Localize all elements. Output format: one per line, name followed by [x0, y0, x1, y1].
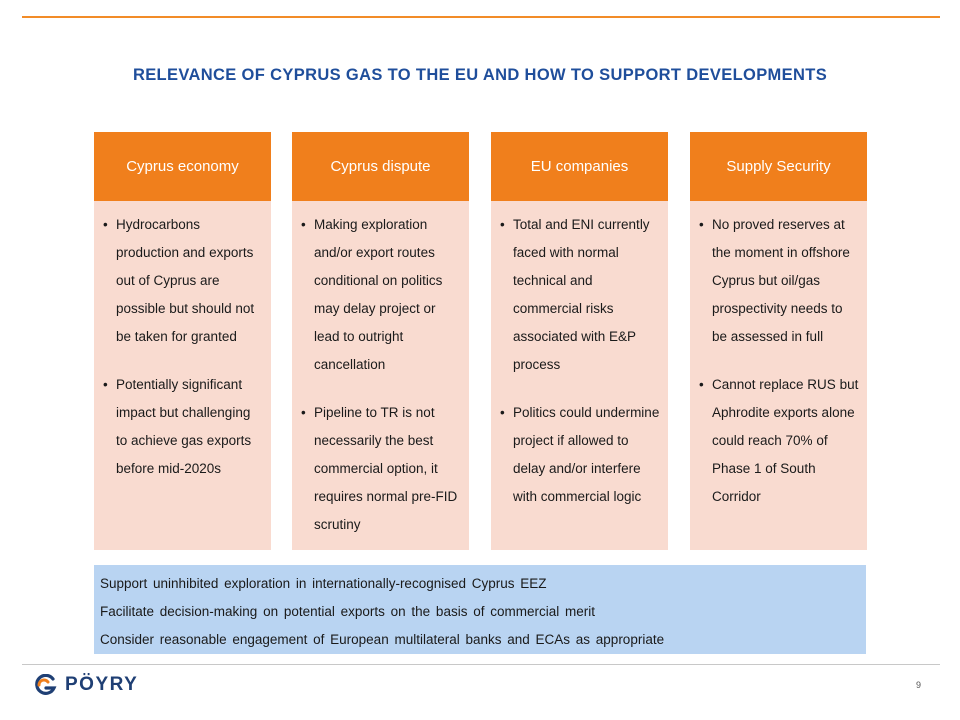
- bullet-item: [292, 211, 469, 379]
- support-line: Support uninhibited exploration in internationally-recognised Cyprus EEZ: [100, 576, 547, 591]
- bullet-item: [94, 211, 271, 351]
- column-cyprus-dispute: [292, 132, 469, 550]
- bullet-text: Cannot replace RUS but Aphrodite exports alone could reach 70% of Phase 1 of South Corridor: [712, 377, 859, 504]
- bullet-dot: •: [699, 217, 704, 232]
- top-divider: [22, 16, 940, 18]
- bullet-item: [491, 211, 668, 379]
- column-body: [292, 201, 469, 550]
- bullet-item: [94, 371, 271, 483]
- logo-text: PÖYRY: [65, 674, 139, 695]
- bullet-item: [491, 399, 668, 511]
- bullet-dot: •: [500, 217, 505, 232]
- bullet-text: Total and ENI currently faced with normal technical and commercial risks associated with E&P process: [513, 217, 650, 372]
- bullet-dot: •: [301, 217, 306, 232]
- bullet-text: Hydrocarbons production and exports out of Cyprus are possible but should not be taken for granted: [116, 217, 255, 344]
- support-box: [94, 565, 866, 654]
- poyry-logo: [33, 674, 138, 696]
- support-line: Facilitate decision-making on potential exports on the basis of commercial merit: [100, 604, 595, 619]
- bullet-dot: •: [103, 377, 108, 392]
- column-header: Cyprus dispute: [292, 132, 469, 201]
- column-header: Cyprus economy: [94, 132, 271, 201]
- bottom-divider: [22, 664, 940, 665]
- bullet-item: [690, 371, 867, 511]
- column-body: [94, 201, 271, 550]
- bullet-text: Politics could undermine project if allowed to delay and/or interfere with commercial logic: [513, 405, 660, 504]
- bullet-text: Pipeline to TR is not necessarily the best commercial option, it requires normal pre-FID scrutiny: [314, 405, 458, 532]
- bullet-dot: •: [103, 217, 108, 232]
- page-number: 9: [915, 680, 921, 690]
- bullet-item: [690, 211, 867, 351]
- bullet-dot: •: [301, 405, 306, 420]
- bullet-text: Potentially significant impact but challenging to achieve gas exports before mid-2020s: [116, 377, 252, 476]
- bullet-text: No proved reserves at the moment in offshore Cyprus but oil/gas prospectivity needs to be assessed in full: [712, 217, 850, 344]
- bullet-text: Making exploration and/or export routes conditional on politics may delay project or lead to outright cancellation: [314, 217, 443, 372]
- column-header: Supply Security: [690, 132, 867, 201]
- bullet-item: [292, 399, 469, 539]
- column-eu-companies: [491, 132, 668, 550]
- bullet-dot: •: [699, 377, 704, 392]
- column-body: [690, 201, 867, 550]
- bullet-dot: •: [500, 405, 505, 420]
- page-title: RELEVANCE OF CYPRUS GAS TO THE EU AND HOW TO SUPPORT DEVELOPMENTS: [132, 66, 828, 84]
- column-body: [491, 201, 668, 550]
- column-cyprus-economy: [94, 132, 271, 550]
- support-line: Consider reasonable engagement of European multilateral banks and ECAs as appropriate: [100, 632, 665, 647]
- poyry-swirl-icon: [33, 674, 57, 696]
- column-header: EU companies: [491, 132, 668, 201]
- column-supply-security: [690, 132, 867, 550]
